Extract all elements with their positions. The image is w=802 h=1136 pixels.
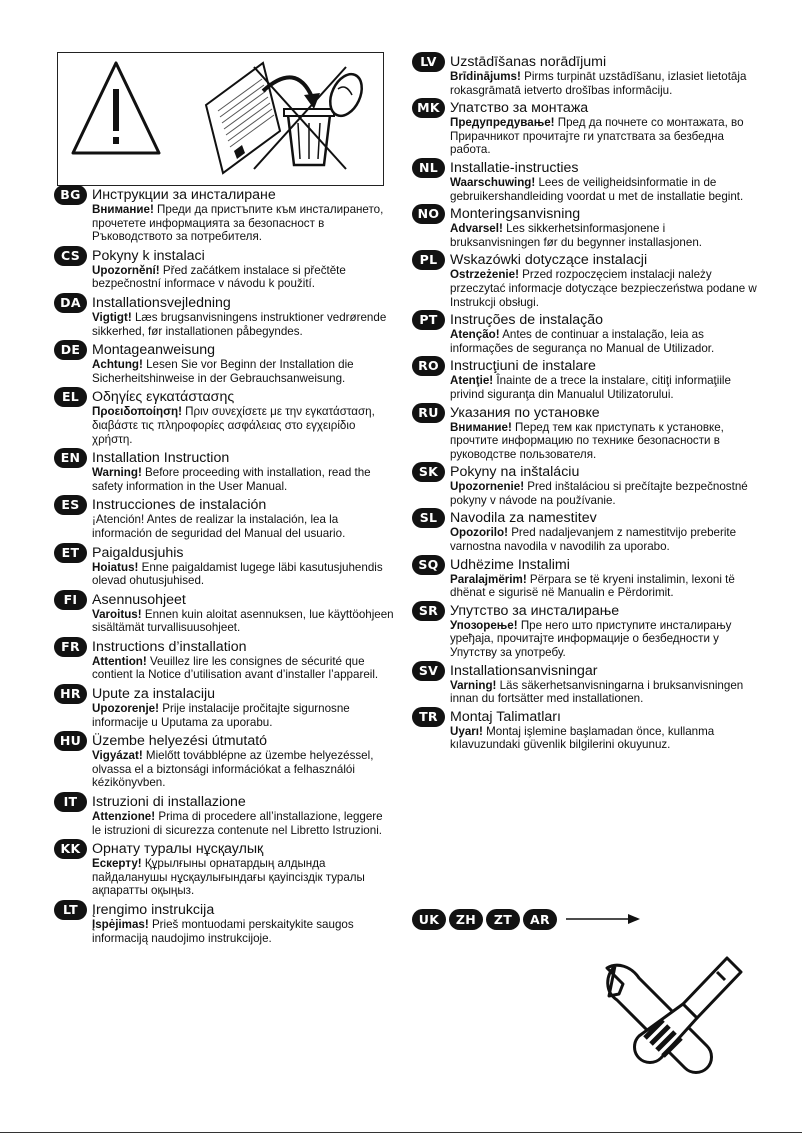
language-badge: SR — [412, 601, 445, 621]
entry-title: Montageanweisung — [92, 342, 216, 359]
warning-text: ¡Atención! Antes de realizar la instalación, lea la información de seguridad del Manual del usuario. — [92, 513, 346, 540]
warning-label: Upozorenje! — [92, 702, 159, 716]
language-badge: BG — [54, 185, 87, 205]
language-badge: CS — [54, 246, 87, 266]
warning-pictogram-box — [57, 52, 384, 186]
warning-label: Attenzione! — [92, 810, 156, 824]
warning-text: Ennen kuin aloitat asennuksen, lue käyttöohjeen sisältämät turvallisuusohjeet. — [92, 607, 394, 635]
language-badge: PT — [412, 310, 445, 330]
warning-text: Prieš montuodami perskaitykite saugos informaciją naudojimo instrukcijoje. — [92, 918, 354, 945]
entry-title: Wskazówki dotyczące instalacji — [450, 252, 648, 269]
warning-text: Læs brugsanvisningens instruktioner vedrørende sikkerhed, før installationen påbegyndes. — [92, 310, 387, 338]
entry-text — [92, 561, 394, 588]
entry-title: Įrengimo instrukcija — [92, 902, 215, 918]
warning-label: Atenção! — [450, 328, 500, 342]
warning-text: Les sikkerhetsinformasjonene i bruksanvisningen før du begynner installasjonen. — [450, 222, 702, 249]
warning-label: Paralajmërim! — [450, 572, 527, 586]
instruction-entry — [412, 312, 757, 355]
language-badge: NO — [412, 204, 445, 224]
warning-label: Atenţie! — [450, 374, 494, 388]
entry-title: Navodila za namestitev — [450, 510, 597, 527]
warning-text: Перед тем как приступать к установке, прочтите информацию по технике безопасности в руководстве пользователя. — [450, 420, 724, 461]
entry-title: Οδηγίες εγκατάστασης — [92, 389, 235, 406]
entry-title: Instrucciones de instalación — [92, 497, 267, 514]
instruction-entry — [54, 248, 394, 291]
language-badge: UK — [412, 909, 446, 930]
instruction-entry — [412, 100, 757, 157]
warning-label: Upozornenie! — [450, 480, 525, 494]
language-badge: ZT — [486, 909, 520, 930]
warning-label: Brīdinājums! — [450, 70, 521, 83]
entry-text — [450, 480, 757, 507]
warning-label: Hoiatus! — [92, 560, 139, 574]
entry-text — [450, 374, 757, 401]
instruction-entry — [412, 160, 757, 203]
other-languages-row — [412, 907, 642, 931]
entry-text — [92, 857, 394, 898]
warning-text: Before proceeding with installation, read the safety information in the User Manual. — [92, 466, 371, 493]
instruction-entry — [54, 187, 394, 244]
instruction-entry — [54, 686, 394, 729]
warning-text: Lees de veiligheidsinformatie in de gebruikershandleiding voordat u met de installatie begint. — [450, 175, 744, 203]
language-badge: SV — [412, 661, 445, 681]
language-badge: LT — [54, 900, 87, 920]
wrench-screwdriver-icon — [599, 952, 749, 1083]
entry-text — [450, 268, 757, 309]
warning-label: Opozorilo! — [450, 526, 508, 540]
warning-label: Attention! — [92, 654, 147, 668]
warning-text: Läs säkerhetsanvisningarna i bruksanvisningen innan du fortsätter med installationen. — [450, 678, 744, 706]
language-badge: SL — [412, 508, 445, 528]
entry-title: Uzstādīšanas norādījumi — [450, 54, 607, 70]
warning-text: Enne paigaldamist lugege läbi kasutusjuhendis olevad ohutusjuhised. — [92, 560, 383, 588]
language-badge: DE — [54, 340, 87, 360]
instruction-entry — [54, 733, 394, 790]
entry-title: Instructions d’installation — [92, 638, 247, 655]
entry-text — [450, 573, 757, 600]
warning-text: Înainte de a trece la instalare, citiţi informaţiile privind siguranţa din Manualul Utilizatorului. — [450, 374, 731, 401]
instruction-entry — [412, 252, 757, 309]
entry-text — [450, 725, 757, 752]
instruction-entry — [54, 450, 394, 493]
instruction-entry — [54, 497, 394, 540]
entry-title: Installationsanvisningar — [450, 662, 598, 679]
language-badge: KK — [54, 839, 87, 859]
entry-title: Istruzioni di installazione — [92, 794, 246, 811]
warning-label: Vigtigt! — [92, 310, 132, 324]
entry-text — [92, 311, 394, 338]
entry-title: Montaj Talimatları — [450, 708, 561, 725]
entry-text — [92, 702, 394, 729]
instruction-entry — [412, 709, 757, 752]
instruction-entry — [54, 389, 394, 446]
warning-label: Предупредување! — [450, 116, 555, 130]
entry-title: Upute za instalaciju — [92, 686, 216, 703]
language-badge: PL — [412, 250, 445, 270]
entry-title: Üzembe helyezési útmutató — [92, 733, 268, 750]
right-column — [412, 54, 757, 755]
warning-label: Warning! — [92, 466, 142, 480]
language-badge: HR — [54, 684, 87, 704]
warning-label: Ostrzeżenie! — [450, 268, 519, 282]
warning-text: Před začátkem instalace si přečtěte bezpečnostní informace v návodu k použití. — [92, 263, 346, 291]
instruction-entry — [54, 639, 394, 682]
warning-text: Пред да почнете со монтажата, во Прирачникот прочитајте ги упатствата за безбедна работа. — [450, 116, 744, 157]
warning-text: Lesen Sie vor Beginn der Installation die Sicherheitshinweise in der Gebrauchsanweisung. — [92, 358, 354, 385]
warning-text: Πριν συνεχίσετε με την εγκατάσταση, διαβάστε τις πληροφορίες ασφάλειας στο εγχειρίδιο χρήστη. — [92, 405, 375, 446]
warning-label: Uyarı! — [450, 724, 483, 738]
language-badge: LV — [412, 52, 445, 72]
entry-text — [92, 655, 394, 682]
instruction-entry — [412, 510, 757, 553]
language-badge: TR — [412, 707, 445, 727]
language-badge: MK — [412, 98, 445, 118]
entry-text — [92, 358, 394, 385]
entry-text — [92, 918, 394, 945]
language-badge: RO — [412, 356, 445, 376]
entry-title: Installatie-instructies — [450, 159, 579, 176]
language-badge: EL — [54, 387, 87, 407]
entry-title: Инструкции за инсталиране — [92, 187, 276, 203]
warning-label: Ескерту! — [92, 857, 142, 871]
entry-text — [450, 70, 757, 97]
entry-text — [450, 328, 757, 355]
instruction-entry — [54, 295, 394, 338]
language-badge: ET — [54, 543, 87, 563]
entry-title: Упатство за монтажа — [450, 100, 589, 117]
entry-text — [450, 176, 757, 203]
discard-manual-in-bin-icon — [206, 63, 368, 173]
language-badge: RU — [412, 403, 445, 423]
entry-title: Pokyny na inštaláciu — [450, 464, 580, 481]
warning-text: Përpara se të kryeni instalimin, lexoni të dhënat e sigurisë në Manualin e Përdorimit. — [450, 572, 735, 600]
instruction-entry — [412, 464, 757, 507]
warning-text: Antes de continuar a instalação, leia as informações de segurança no Manual de Utilizador. — [450, 328, 715, 355]
warning-text: Veuillez lire les consignes de sécurité que contient la Notice d’utilisation avant d’installer l’appareil. — [92, 654, 379, 682]
entry-text — [450, 222, 757, 249]
entry-text — [92, 749, 394, 790]
entry-title: Installation Instruction — [92, 450, 230, 467]
language-badge: FI — [54, 590, 87, 610]
entry-text — [450, 526, 757, 553]
warning-text: Pred inštaláciou si prečítajte bezpečnostné pokyny v návode na používanie. — [450, 480, 748, 507]
warning-text: Преди да пристъпите към инсталирането, прочетете информацията за безопасност в Ръководството за потребителя. — [92, 203, 384, 244]
entry-text — [450, 421, 757, 462]
language-badge: ES — [54, 495, 87, 515]
entry-text — [92, 203, 394, 244]
warning-text: Pirms turpināt uzstādīšanu, izlasiet lietotāja rokasgrāmatā ietverto drošības informāciju. — [450, 70, 747, 97]
instruction-entry — [54, 794, 394, 837]
entry-text — [92, 466, 394, 493]
page-bottom-rule — [0, 1132, 802, 1133]
language-badge: IT — [54, 792, 87, 812]
entry-text — [92, 513, 394, 540]
entry-text — [92, 810, 394, 837]
instruction-entry — [54, 545, 394, 588]
entry-title: Instruções de instalação — [450, 312, 604, 329]
left-column — [54, 187, 394, 949]
instruction-entry — [54, 902, 394, 945]
instruction-entry — [412, 557, 757, 600]
instruction-entry — [412, 405, 757, 462]
instruction-entry — [412, 206, 757, 249]
warning-text: Пре него што приступите инсталирању уређаја, прочитајте информације о безбедности у Упутству за употребу. — [450, 618, 732, 660]
warning-label: Προειδοποίηση! — [92, 405, 182, 419]
arrow-right-icon — [562, 912, 642, 926]
language-badge: FR — [54, 637, 87, 657]
language-badge: SQ — [412, 555, 445, 575]
warning-label: Varoitus! — [92, 607, 142, 621]
warning-text: Prije instalacije pročitajte sigurnosne informacije u Uputama za uporabu. — [92, 702, 350, 729]
warning-label: Внимание! — [92, 203, 154, 216]
language-badge: NL — [412, 158, 445, 178]
instruction-entry — [412, 358, 757, 401]
instruction-entry — [412, 54, 757, 97]
entry-text — [92, 264, 394, 291]
entry-text — [92, 608, 394, 635]
warning-label: Waarschuwing! — [450, 175, 536, 189]
warning-text: Құрылғыны орнатардың алдында пайдаланушы нұсқаулығындағы қауіпсіздік туралы ақпаратты оқыңыз. — [92, 857, 365, 898]
language-badge: EN — [54, 448, 87, 468]
warning-label: Advarsel! — [450, 222, 503, 236]
warning-label: Vigyázat! — [92, 749, 143, 763]
entry-text — [450, 679, 757, 706]
entry-title: Udhëzime Instalimi — [450, 556, 570, 573]
entry-title: Указания по установке — [450, 404, 600, 421]
warning-label: Upozornění! — [92, 263, 160, 277]
warning-label: Упозорење! — [450, 618, 518, 632]
warning-text: Przed rozpoczęciem instalacji należy przeczytać informacje dotyczące bezpieczeństwa podane w Instrukcji obsługi. — [450, 268, 757, 309]
language-badge: HU — [54, 731, 87, 751]
instruction-entry — [54, 592, 394, 635]
warning-text: Montaj işlemine başlamadan önce, kullanma kılavuzundaki güvenlik bilgilerini okuyunuz. — [450, 724, 715, 752]
instruction-entry — [54, 342, 394, 385]
entry-title: Орнату туралы нұсқаулық — [92, 841, 264, 858]
entry-text — [450, 619, 757, 660]
warning-label: Achtung! — [92, 358, 143, 372]
entry-text — [92, 405, 394, 446]
warning-text: Mielőtt továbblépne az üzembe helyezéssel, olvassa el a biztonsági információkat a felhasználói kézikönyvben. — [92, 749, 374, 790]
instruction-entry — [412, 663, 757, 706]
entry-title: Asennusohjeet — [92, 591, 186, 608]
entry-title: Paigaldusjuhis — [92, 544, 184, 561]
language-badge: AR — [523, 909, 557, 930]
language-badge: ZH — [449, 909, 483, 930]
entry-text — [450, 116, 757, 157]
entry-title: Monteringsanvisning — [450, 206, 581, 223]
entry-title: Installationsvejledning — [92, 294, 231, 311]
language-badge: SK — [412, 462, 445, 482]
entry-title: Instrucţiuni de instalare — [450, 358, 596, 375]
warning-text: Prima di procedere all’installazione, leggere le istruzioni di sicurezza contenute nel Libretto Istruzioni. — [92, 810, 383, 837]
instruction-entry — [54, 841, 394, 898]
warning-text: Pred nadaljevanjem z namestitvijo preberite varnostna navodila v navodilih za uporabo. — [450, 526, 737, 554]
language-badge: DA — [54, 293, 87, 313]
warning-label: Įspėjimas! — [92, 918, 149, 931]
entry-title: Pokyny k instalaci — [92, 247, 205, 264]
warning-triangle-icon — [58, 53, 383, 185]
instruction-entry — [412, 603, 757, 660]
warning-label: Внимание! — [450, 420, 512, 434]
entry-title: Упутство за инсталирање — [450, 602, 620, 619]
warning-label: Varning! — [450, 678, 497, 692]
